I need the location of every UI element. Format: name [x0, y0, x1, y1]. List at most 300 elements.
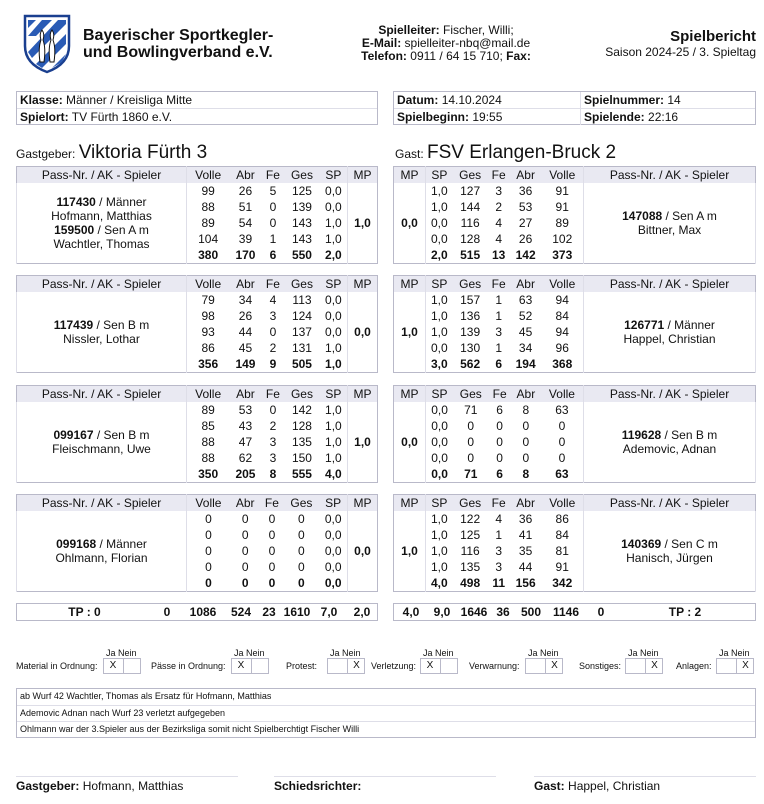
throw-volle: 89: [555, 216, 569, 230]
throw-abr: 0: [241, 528, 249, 542]
date-label: Datum:: [397, 93, 439, 107]
throw-fe: 2: [269, 341, 277, 355]
home-player-table: [16, 166, 378, 264]
nein-label: Nein: [118, 648, 137, 658]
throw-sp: 0,0: [431, 451, 448, 465]
player-mp: 1,0: [394, 511, 426, 592]
player-name: Wachtler, Thomas: [53, 237, 150, 251]
player-entry: [584, 209, 755, 223]
throw-ges: 0: [298, 512, 305, 526]
throw-volle: 88: [201, 200, 215, 214]
throw-sp: 1,0: [431, 528, 448, 542]
header-sp: SP: [320, 386, 348, 403]
sum-fe: 9: [269, 357, 277, 371]
throw-volle: 85: [201, 419, 215, 433]
throw-sp: 1,0: [431, 309, 448, 323]
check-nein-box[interactable]: [440, 659, 458, 673]
player-mp: 1,0: [348, 402, 378, 483]
class-location-box: [16, 91, 378, 125]
check-label: Sonstiges:: [579, 661, 622, 671]
player-entry: [584, 318, 755, 332]
report-season: Saison 2024-25 / 3. Spieltag: [605, 45, 756, 59]
header-mp: MP: [348, 386, 378, 403]
home-player-table: [16, 385, 378, 483]
guest-total-sp: 9,0: [433, 605, 451, 619]
throw-volle: 0: [558, 451, 566, 465]
throw-abr: 34: [238, 293, 253, 307]
check-ja-box[interactable]: X: [109, 660, 117, 671]
throw-fe: 4: [269, 293, 277, 307]
header-mp: MP: [394, 276, 426, 293]
header-abr: Abr: [511, 386, 541, 403]
header-fe: Fe: [488, 495, 510, 512]
player-cell: [584, 402, 756, 483]
referee-signature: [274, 776, 496, 793]
throw-fe: 0: [269, 403, 277, 417]
header-player: Pass-Nr. / AK - Spieler: [584, 386, 756, 403]
player-pass-number: 140369: [621, 537, 662, 551]
throw-volle: 98: [201, 309, 215, 323]
throw-fe: 3: [269, 435, 277, 449]
player-cell: [17, 511, 187, 592]
ja-nein-heading: [528, 648, 559, 658]
sum-sp: 3,0: [431, 357, 448, 371]
check-boxes: [525, 658, 563, 674]
throw-ges: 124: [291, 309, 312, 323]
check-ja-box[interactable]: X: [426, 660, 434, 671]
player-age-class: / Sen B m: [661, 428, 718, 442]
sum-sp: 4,0: [325, 467, 342, 481]
start-label: Spielbeginn:: [397, 110, 469, 124]
throw-sp: 1,0: [431, 200, 448, 214]
header-fe: Fe: [262, 386, 285, 403]
throw-volle: 0: [205, 528, 212, 542]
location-label: Spielort:: [20, 110, 69, 124]
header-ges: Ges: [453, 495, 488, 512]
player-age-class: / Sen B m: [93, 428, 150, 442]
sum-fe: 6: [496, 467, 503, 481]
throw-fe: 3: [269, 451, 277, 465]
game-number-value: 14: [667, 93, 681, 107]
header-abr: Abr: [510, 495, 542, 512]
check-ja-box[interactable]: X: [237, 660, 245, 671]
header-sp: SP: [426, 167, 453, 184]
throw-volle: 89: [201, 403, 215, 417]
throw-ges: 139: [460, 325, 481, 339]
player-mp: 0,0: [348, 292, 378, 373]
throw-abr: 0: [522, 419, 530, 433]
throw-abr: 45: [518, 325, 533, 339]
fax-label: Fax:: [506, 49, 531, 63]
throw-sp: 0,0: [325, 200, 342, 214]
sum-fe: 0: [268, 576, 276, 590]
guest-total-abr: 500: [520, 605, 542, 619]
player-age-class: / Männer: [96, 537, 147, 551]
header-ges: Ges: [284, 167, 320, 184]
throw-fe: 3: [269, 309, 277, 323]
header-fe: Fe: [262, 276, 285, 293]
date-value: 14.10.2024: [441, 93, 502, 107]
player-pass-number: 117430: [56, 195, 96, 209]
player-name: Nissler, Lothar: [63, 332, 140, 346]
throw-fe: 0: [496, 451, 503, 465]
sum-abr: 149: [235, 357, 256, 371]
header-player: Pass-Nr. / AK - Spieler: [17, 495, 187, 512]
throw-sp: 0,0: [431, 435, 448, 449]
header-abr: Abr: [230, 495, 261, 512]
throw-sp: 0,0: [324, 560, 342, 574]
remark-3: Ohlmann war der 3.Spieler aus der Bezirksliga somit nicht Spielberchtigt Fischer Willi: [17, 721, 755, 737]
throw-ges: 0: [298, 544, 305, 558]
header-player: Pass-Nr. / AK - Spieler: [584, 276, 756, 293]
sum-fe: 6: [269, 248, 277, 262]
sum-sp: 0,0: [324, 576, 342, 590]
sum-volle: 342: [552, 576, 573, 590]
throw-sp: 1,0: [325, 216, 342, 230]
throw-volle: 102: [552, 232, 573, 246]
throw-ges: 0: [467, 419, 475, 433]
throw-volle: 0: [205, 560, 212, 574]
throw-abr: 51: [238, 200, 253, 214]
date-time-box: [393, 91, 756, 125]
nein-label: Nein: [540, 648, 559, 658]
header-volle: Volle: [541, 386, 584, 403]
header-abr: Abr: [510, 167, 542, 184]
sum-sp: 2,0: [431, 248, 448, 262]
header-ges: Ges: [283, 495, 319, 512]
throw-fe: 3: [495, 325, 502, 339]
header-volle: Volle: [541, 167, 583, 184]
home-team-name: Viktoria Fürth 3: [78, 142, 208, 163]
sum-ges: 71: [464, 467, 478, 481]
header-ges: Ges: [284, 276, 320, 293]
throw-ges: 143: [291, 216, 312, 230]
leader-name: Fischer, Willi;: [443, 23, 514, 37]
header-mp: MP: [348, 167, 378, 184]
guest-signature: [534, 776, 756, 793]
guest-total-mp: 4,0: [402, 605, 420, 619]
throw-fe: 0: [269, 200, 277, 214]
guest-total-fe: 36: [496, 605, 510, 619]
throw-ges: 157: [460, 293, 481, 307]
leader-phone: 0911 / 64 15 710;: [410, 49, 503, 63]
sum-abr: 0: [241, 576, 249, 590]
throw-sp: 0,0: [431, 419, 448, 433]
org-line-1: Bayerischer Sportkegler-: [83, 27, 274, 44]
guest-player-table: [393, 385, 756, 483]
remarks-box: [16, 688, 756, 738]
guest-team-header: [395, 142, 616, 164]
header-sp: SP: [320, 167, 348, 184]
report-title-block: [605, 29, 756, 59]
nein-label: Nein: [246, 648, 265, 658]
player-cell: [17, 402, 187, 483]
player-name: Ademovic, Adnan: [622, 442, 717, 456]
throw-sp: 1,0: [325, 419, 342, 433]
throw-fe: 1: [495, 293, 502, 307]
throw-volle: 99: [201, 184, 215, 198]
throw-sp: 0,0: [324, 512, 342, 526]
throw-abr: 36: [518, 184, 533, 198]
sum-abr: 8: [522, 467, 530, 481]
throw-ges: 137: [291, 325, 312, 339]
throw-abr: 53: [238, 403, 253, 417]
throw-ges: 144: [460, 200, 481, 214]
throw-ges: 136: [460, 309, 481, 323]
check-nein-box[interactable]: X: [645, 659, 663, 673]
sum-ges: 555: [291, 467, 312, 481]
throw-volle: 86: [555, 512, 569, 526]
home-signature: [16, 776, 238, 793]
sum-fe: 8: [269, 467, 277, 481]
player-entry: [584, 537, 755, 551]
player-entry: [17, 537, 186, 551]
header-fe: Fe: [262, 167, 285, 184]
home-signature-name: Hofmann, Matthias: [82, 779, 184, 793]
throw-ges: 0: [298, 560, 305, 574]
sum-sp: 4,0: [431, 576, 448, 590]
player-age-class: / Sen A m: [662, 209, 717, 223]
throw-sp: 0,0: [431, 341, 448, 355]
check-nein-box[interactable]: [251, 659, 269, 673]
check-boxes: [625, 658, 663, 674]
header-sp: SP: [319, 495, 347, 512]
throw-fe: 2: [269, 419, 277, 433]
player-name: Hanisch, Jürgen: [626, 551, 713, 565]
header-volle: Volle: [187, 386, 230, 403]
sum-fe: 13: [491, 248, 506, 262]
header-ges: Ges: [453, 276, 488, 293]
check-nein-box[interactable]: [123, 659, 141, 673]
throw-abr: 53: [518, 200, 533, 214]
sum-ges: 0: [298, 576, 305, 590]
sum-ges: 550: [291, 248, 312, 262]
player-cell: [17, 292, 187, 373]
player-entry: [17, 223, 186, 237]
header-volle: Volle: [541, 495, 583, 512]
sum-volle: 350: [198, 467, 219, 481]
throw-fe: 0: [496, 435, 503, 449]
header-mp: MP: [394, 386, 426, 403]
throw-volle: 88: [201, 435, 215, 449]
throw-sp: 1,0: [431, 184, 448, 198]
throw-abr: 47: [238, 435, 253, 449]
throw-ges: 131: [291, 341, 312, 355]
throw-ges: 116: [460, 544, 480, 558]
throw-fe: 0: [269, 325, 277, 339]
guest-player-table: [393, 494, 756, 592]
throw-abr: 0: [241, 560, 249, 574]
ja-nein-heading: [628, 648, 659, 658]
remark-1: ab Wurf 42 Wachtler, Thomas als Ersatz für Hofmann, Matthias: [20, 691, 272, 701]
throw-ges: 0: [467, 451, 475, 465]
throw-volle: 88: [201, 451, 215, 465]
throw-abr: 39: [238, 232, 253, 246]
header-mp: MP: [348, 276, 378, 293]
check-label: Verwarnung:: [469, 661, 520, 671]
header-player: Pass-Nr. / AK - Spieler: [584, 167, 756, 184]
home-player-table: [16, 275, 378, 373]
throw-ges: 122: [460, 512, 481, 526]
throw-sp: 1,0: [431, 560, 448, 574]
header-mp: MP: [394, 167, 426, 184]
ja-nein-heading: [423, 648, 454, 658]
throw-volle: 84: [555, 528, 569, 542]
throw-abr: 41: [518, 528, 533, 542]
throw-ges: 127: [460, 184, 481, 198]
leader-email: spielleiter-nbq@mail.de: [404, 36, 531, 50]
sum-volle: 380: [198, 248, 219, 262]
throw-sp: 0,0: [431, 403, 448, 417]
ja-nein-heading: [719, 648, 750, 658]
header-volle: Volle: [187, 495, 230, 512]
guest-player-table: [393, 166, 756, 264]
throw-sp: 1,0: [431, 512, 448, 526]
throw-sp: 1,0: [431, 544, 448, 558]
header-mp: MP: [348, 495, 378, 512]
throw-fe: 0: [268, 528, 276, 542]
player-name: Hofmann, Matthias: [51, 209, 152, 223]
class-label: Klasse:: [20, 93, 63, 107]
referee-signature-label: Schiedsrichter:: [274, 779, 362, 793]
home-signature-label: Gastgeber:: [16, 779, 80, 793]
home-tp: TP : 0: [68, 605, 101, 619]
home-totals: [16, 603, 378, 621]
header-fe: Fe: [260, 495, 283, 512]
sum-fe: 6: [495, 357, 502, 371]
throw-fe: 0: [268, 544, 276, 558]
home-player-table: [16, 494, 378, 592]
sum-volle: 373: [552, 248, 573, 262]
throw-ges: 125: [291, 184, 312, 198]
sum-volle: 0: [205, 576, 212, 590]
throw-sp: 0,0: [325, 184, 342, 198]
throw-ges: 113: [292, 293, 312, 307]
throw-fe: 6: [496, 403, 503, 417]
throw-abr: 26: [518, 232, 533, 246]
player-entry: [17, 428, 186, 442]
home-label: Gastgeber:: [16, 147, 76, 161]
throw-volle: 63: [555, 403, 569, 417]
sum-volle: 356: [198, 357, 219, 371]
throw-ges: 143: [291, 232, 312, 246]
throw-volle: 104: [198, 232, 219, 246]
sum-abr: 194: [515, 357, 536, 371]
player-age-class: / Sen B m: [93, 318, 150, 332]
throw-abr: 26: [238, 184, 253, 198]
throw-sp: 0,0: [325, 325, 342, 339]
throw-abr: 44: [238, 325, 253, 339]
player-pass-number: 119628: [621, 428, 662, 442]
header-fe: Fe: [488, 167, 510, 184]
guest-team-name: FSV Erlangen-Bruck 2: [427, 142, 617, 163]
check-label: Pässe in Ordnung:: [151, 661, 226, 671]
throw-sp: 0,0: [325, 293, 342, 307]
header-fe: Fe: [488, 386, 510, 403]
check-boxes: [103, 658, 141, 674]
throw-ges: 0: [298, 528, 305, 542]
ja-nein-heading: [106, 648, 137, 658]
federation-logo: [22, 12, 72, 74]
throw-fe: 1: [495, 309, 502, 323]
sum-abr: 170: [235, 248, 256, 262]
start-value: 19:55: [472, 110, 503, 124]
throw-sp: 1,0: [325, 341, 342, 355]
sum-volle: 63: [555, 467, 569, 481]
throw-abr: 34: [518, 341, 533, 355]
guest-label: Gast:: [395, 147, 424, 161]
throw-volle: 91: [555, 184, 569, 198]
sum-ges: 505: [291, 357, 312, 371]
throw-abr: 27: [518, 216, 533, 230]
throw-sp: 1,0: [325, 451, 342, 465]
header-volle: Volle: [541, 276, 583, 293]
throw-abr: 63: [518, 293, 533, 307]
leader-label: Spielleiter:: [378, 23, 440, 37]
throw-sp: 0,0: [431, 232, 448, 246]
report-title: Spielbericht: [670, 28, 756, 45]
header-sp: SP: [426, 276, 453, 293]
check-label: Protest:: [286, 661, 318, 671]
check-boxes: [716, 658, 754, 674]
header-player: Pass-Nr. / AK - Spieler: [584, 495, 756, 512]
throw-fe: 4: [495, 232, 502, 246]
header-abr: Abr: [510, 276, 542, 293]
guest-totals: [393, 603, 756, 621]
check-nein-box[interactable]: X: [347, 659, 365, 673]
player-name: Ohlmann, Florian: [55, 551, 148, 565]
sum-abr: 142: [515, 248, 536, 262]
check-nein-box[interactable]: X: [545, 659, 563, 673]
throw-volle: 81: [555, 544, 569, 558]
home-total-mp: 2,0: [353, 605, 371, 619]
ja-label: Ja: [719, 648, 729, 658]
player-entry: [17, 318, 186, 332]
check-label: Material in Ordnung:: [16, 661, 98, 671]
throw-ges: 135: [460, 560, 481, 574]
player-pass-number: 126771: [624, 318, 665, 332]
sum-abr: 156: [515, 576, 536, 590]
throw-abr: 54: [238, 216, 253, 230]
guest-player-table: [393, 275, 756, 373]
throw-fe: 0: [269, 216, 277, 230]
header-fe: Fe: [488, 276, 510, 293]
end-value: 22:16: [648, 110, 679, 124]
sum-fe: 11: [492, 576, 505, 590]
throw-volle: 91: [555, 560, 569, 574]
player-entry: [584, 428, 755, 442]
header-sp: SP: [320, 276, 348, 293]
game-number-label: Spielnummer:: [584, 93, 665, 107]
header-abr: Abr: [229, 386, 261, 403]
location-value: TV Fürth 1860 e.V.: [71, 110, 173, 124]
throw-ges: 142: [291, 403, 312, 417]
check-nein-box[interactable]: X: [736, 659, 754, 673]
nein-label: Nein: [640, 648, 659, 658]
home-total-ges: 1610: [283, 605, 311, 619]
throw-ges: 150: [291, 451, 312, 465]
throw-abr: 62: [238, 451, 253, 465]
sum-ges: 515: [460, 248, 481, 262]
home-total-fe: 23: [262, 605, 276, 619]
class-value: Männer / Kreisliga Mitte: [66, 93, 193, 107]
throw-fe: 1: [495, 341, 502, 355]
throw-sp: 0,0: [325, 309, 342, 323]
player-age-class: / Männer: [664, 318, 715, 332]
player-mp: 0,0: [348, 511, 378, 592]
throw-abr: 44: [518, 560, 533, 574]
email-label: E-Mail:: [361, 36, 402, 50]
